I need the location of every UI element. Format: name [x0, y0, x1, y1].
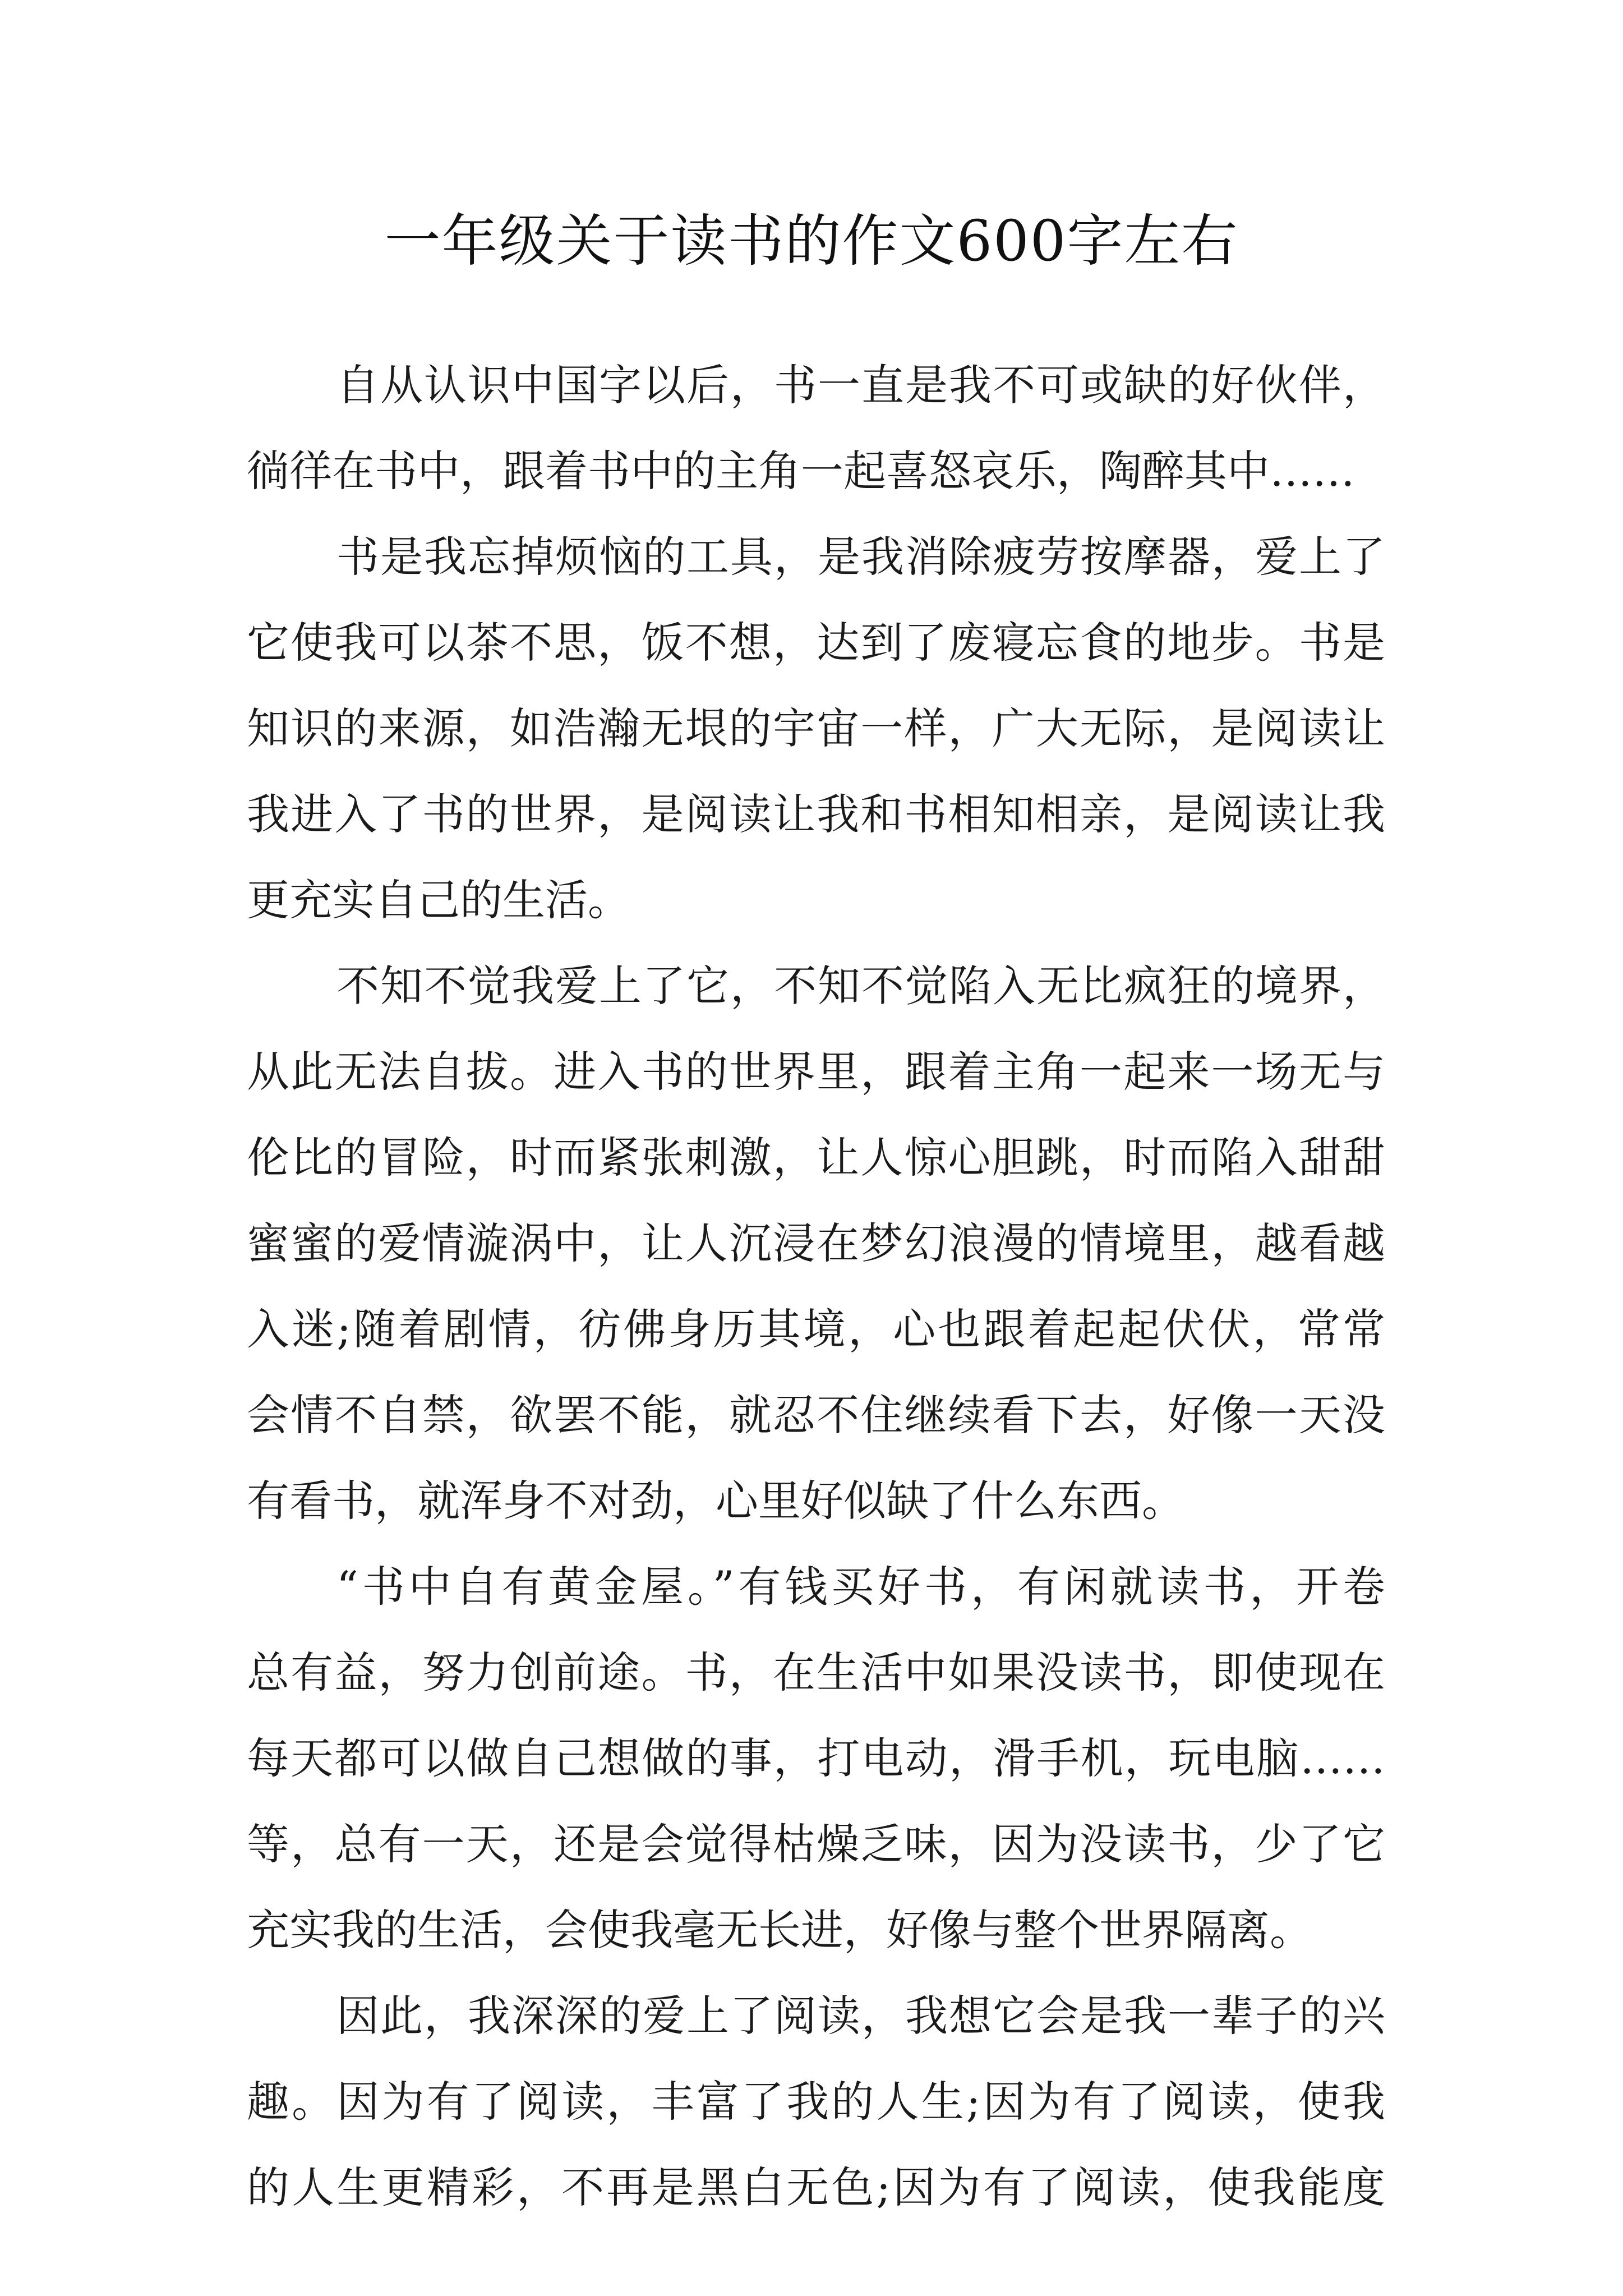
body-text-line: 总有益，努力创前途。书，在生活中如果没读书，即使现在: [247, 1648, 1385, 1697]
body-text-line: “书中自有黄金屋。”有钱买好书，有闲就读书，开卷: [336, 1562, 1385, 1612]
body-text-line: 我进入了书的世界，是阅读让我和书相知相亲，是阅读让我: [247, 789, 1385, 839]
body-text-line: 不知不觉我爱上了它，不知不觉陷入无比疯狂的境界，: [336, 961, 1385, 1011]
body-text-line: 等，总有一天，还是会觉得枯燥乏味，因为没读书，少了它: [247, 1819, 1385, 1869]
body-text-line: 更充实自己的生活。: [247, 875, 630, 925]
document-body: [247, 342, 1385, 2230]
body-text-line: 徜徉在书中，跟着书中的主角一起喜怒哀乐，陶醉其中……: [247, 446, 1355, 496]
body-text-line: 伦比的冒险，时而紧张刺激，让人惊心胆跳，时而陷入甜甜: [247, 1133, 1385, 1182]
body-text-line: 自从认识中国字以后，书一直是我不可或缺的好伙伴，: [336, 360, 1385, 410]
body-text-line: 蜜蜜的爱情漩涡中，让人沉浸在梦幻浪漫的情境里，越看越: [247, 1218, 1385, 1268]
document-title: 一年级关于读书的作文600字左右: [384, 208, 1239, 274]
body-text-line: 它使我可以茶不思，饭不想，达到了废寝忘食的地步。书是: [247, 618, 1385, 668]
body-text-line: 书是我忘掉烦恼的工具，是我消除疲劳按摩器，爱上了: [336, 532, 1385, 582]
body-text-line: 的人生更精彩，不再是黑白无色;因为有了阅读，使我能度: [247, 2162, 1385, 2212]
body-text-line: 从此无法自拔。进入书的世界里，跟着主角一起来一场无与: [247, 1047, 1385, 1097]
body-text-line: 入迷;随着剧情，彷佛身历其境，心也跟着起起伏伏，常常: [247, 1304, 1385, 1354]
body-text-line: 充实我的生活，会使我毫无长进，好像与整个世界隔离。: [247, 1905, 1312, 1955]
body-text-line: 因此，我深深的爱上了阅读，我想它会是我一辈子的兴: [336, 1991, 1385, 2041]
body-text-line: 每天都可以做自己想做的事，打电动，滑手机，玩电脑……: [247, 1733, 1385, 1783]
body-text-line: 有看书，就浑身不对劲，心里好似缺了什么东西。: [247, 1476, 1184, 1526]
body-text-line: 会情不自禁，欲罢不能，就忍不住继续看下去，好像一天没: [247, 1390, 1385, 1440]
body-text-line: 趣。因为有了阅读，丰富了我的人生;因为有了阅读，使我: [247, 2077, 1385, 2127]
body-text-line: 知识的来源，如浩瀚无垠的宇宙一样，广大无际，是阅读让: [247, 703, 1385, 753]
